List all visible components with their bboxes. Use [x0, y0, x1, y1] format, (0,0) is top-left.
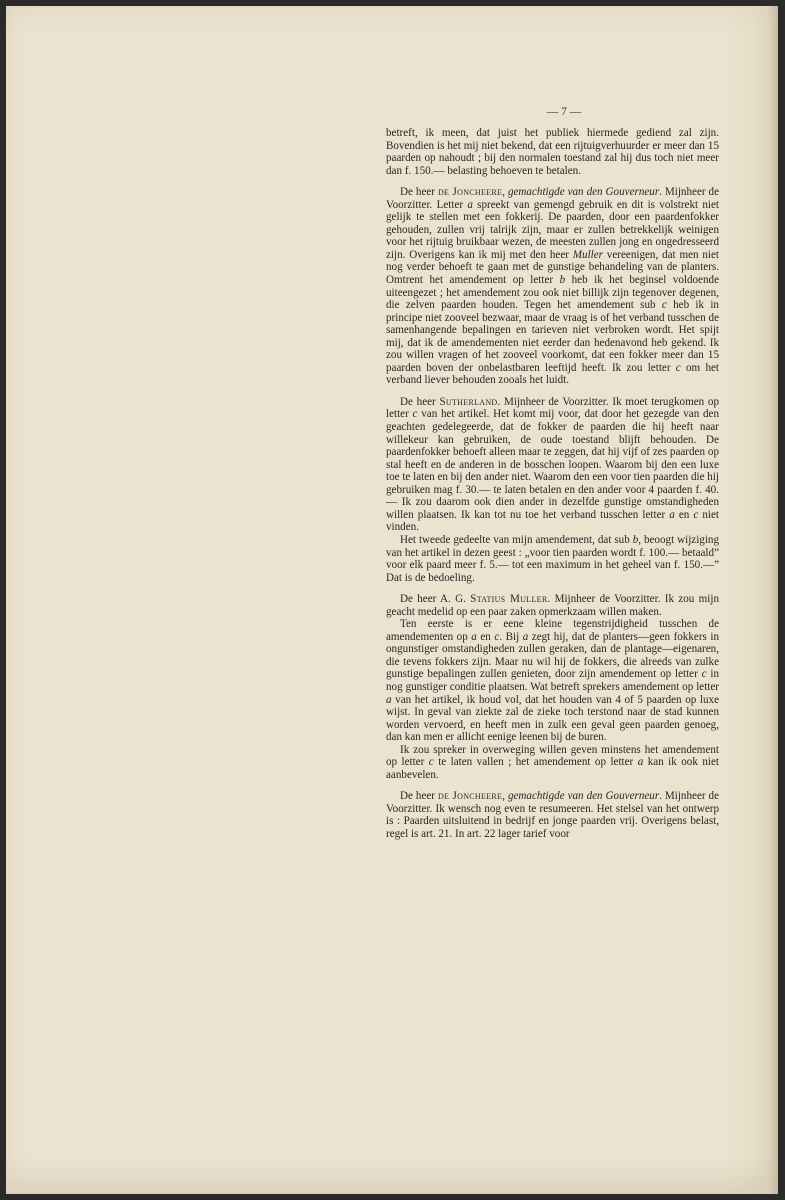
italic-run: c — [701, 668, 707, 681]
text-run: en — [674, 508, 694, 521]
text-run: . Mijnheer de Voorzitter. Ik wensch nog even te resumeeren. Het stelsel van het ontwerp is : Paarden uitsluitend in bedrijf en jonge paarden vrij. Overigens belast, regel is art. 21. In art. 22 lager tarief voor — [386, 790, 719, 840]
italic-run: c — [675, 361, 681, 374]
paragraph — [386, 744, 719, 782]
italic-run: c — [428, 756, 434, 769]
italic-run: a — [471, 630, 477, 643]
italic-run: a — [669, 508, 675, 521]
text-run: De heer — [400, 186, 438, 199]
text-run: zegt hij, dat de planters—geen fokkers in ongunstiger omstandigheden zullen geraken, dan de plantage—eigenaren, die tevens fokkers zijn. Maar nu wil hij de fokkers, die alreeds van zulke gunstige bepalingen zullen genieten, door zijn amendement op letter — [386, 630, 719, 681]
text-run: om het verband liever behouden zooals het luidt. — [386, 361, 719, 387]
text-run: Ik zou spreker in overweging willen geven minstens het amendement op letter — [386, 743, 719, 769]
speaker-name: Sutherland — [439, 395, 498, 408]
italic-run: a — [522, 630, 529, 643]
text-run: , — [502, 790, 508, 803]
text-run: heb ik het beginsel voldoende uiteengezet ; het amendement zou ook niet billijk zijn tegenover degenen, die zelven paarden houden. Tegen het amendement sub — [386, 274, 719, 312]
text-run: van het artikel. Het komt mij voor, dat door het gezegde van den geachten gedelegeerde, dat de fokker de paarden die hij heeft naar willekeur kan gebruiken, de oude toestand blijft behouden. De paardenfokker behoeft alleen maar te zeggen, dat hij vijf of zes paarden op stal heeft en de anderen in de bosschen loopen. Waarom bij den een luxe toe te laten en bij den ander niet. Waarom den een voor tien paarden die hij gebruiken mag f. 30.— te laten betalen en den ander voor 4 paarden f. 40.— Ik zou daarom ook dien ander in dezelfde gunstige omstandigheden willen plaatsen. Ik kan tot nu toe het verband tusschen letter — [386, 408, 720, 521]
document-page — [6, 6, 778, 1194]
italic-run: c — [661, 299, 667, 312]
italic-run: c — [494, 630, 500, 643]
text-run: De heer A. G. — [400, 593, 471, 606]
text-run: . Mijnheer de Voorzitter. Ik moet terugkomen op letter — [386, 395, 719, 421]
text-column — [386, 127, 719, 841]
paragraph — [386, 534, 719, 584]
text-run: , — [502, 186, 508, 199]
paragraph — [386, 618, 719, 743]
italic-run: a — [386, 693, 392, 706]
italic-run: a — [467, 198, 473, 211]
text-run: van het artikel, ik houd vol, dat het houden van 4 of 5 paarden op luxe wijst. In geval van ziekte zal de zieke toch terstond naar de stad kunnen worden vervoerd, en heeft men in zulk een geval geen paarden genoeg, dan kan men er allicht eenige leenen bij de buren. — [386, 693, 719, 744]
text-run: te laten vallen ; het amendement op letter — [433, 756, 638, 769]
text-run: De heer — [400, 790, 438, 803]
speaker-name: de Joncheere — [437, 790, 503, 803]
text-run: in nog gunstiger conditie plaatsen. Wat betreft sprekers amendement op letter — [386, 668, 719, 693]
paragraph — [386, 186, 719, 387]
speaker-name: de Joncheere — [437, 186, 503, 199]
paragraph — [386, 790, 719, 840]
italic-run: a — [637, 756, 644, 769]
italic-run: c — [693, 508, 699, 521]
italic-run: gemachtigde van den Gouverneur — [507, 790, 660, 803]
text-run: Het tweede gedeelte van mijn amendement, dat sub — [400, 533, 633, 546]
text-run: heb ik in principe niet zooveel bezwaar, maar de vraag is of het verband tusschen de samenhangende bepalingen en tarieven niet verbroken wordt. Het spijt mij, dat ik de amendementen niet eerder dan hedenavond heb gekend. Ik zou willen vragen of het zooveel voorkomt, dat een fokker meer dan 15 paarden boven der onbelastbaren leeftijd heeft. Ik zou letter — [386, 299, 719, 374]
text-run: . Bij — [499, 630, 523, 643]
text-run: niet vinden. — [386, 508, 719, 534]
paragraph — [386, 593, 719, 618]
page-number: — 7 — — [546, 106, 582, 118]
text-run: , beoogt wijziging van het artikel in dezen geest : „voor tien paarden wordt f. 100.— betaald” voor elk paard meer f. 5.— tot een maximum in het geheel van f. 150.—” Dat is de bedoeling. — [386, 533, 720, 584]
text-run: spreekt van gemengd gebruik en dit is volstrekt niet gelijk te stellen met een fokkerij. De paarden, door een paardenfokker gehouden, zullen vrij talrijk zijn, maar er zullen betrekkelijk weinigen voor het rijtuig bruikbaar wezen, de meesten zullen jong en ongedresseerd zijn. Overigens kan ik mij met den heer — [386, 198, 719, 261]
italic-run: b — [632, 533, 639, 546]
italic-run: b — [559, 274, 566, 287]
paragraph — [386, 396, 719, 534]
text-run: betreft, ik meen, dat juist het publiek hiermede gediend zal zijn. Bovendien is het mij niet bekend, dat een rijtuigverhuurder er meer dan 15 paarden op nahoudt ; bij den normalen toestand zal hij dus toch niet meer dan f. 150.— belasting behoeven te betalen. — [386, 127, 719, 177]
page-edge-shadow — [768, 6, 778, 1194]
text-run: vereenigen, dat men niet nog verder behoeft te gaan met de gunstige behandeling van de planters. Omtrent het amendement op letter — [386, 248, 719, 287]
text-run: De heer — [400, 395, 440, 408]
text-run: . Mijnheer de Voorzitter. Letter — [386, 186, 719, 211]
text-run: . Mijnheer de Voorzitter. Ik zou mijn geacht medelid op een paar zaken opmerkzaam willen maken. — [386, 593, 720, 618]
text-run: en — [476, 630, 495, 643]
text-run: kan ik ook niet aanbevelen. — [386, 756, 719, 781]
speaker-name: Statius Muller — [470, 593, 548, 606]
paragraph — [386, 127, 719, 177]
text-run: Ten eerste is er eene kleine tegenstrijdigheid tusschen de amendementen op — [386, 618, 719, 643]
italic-run: Muller — [572, 248, 603, 261]
italic-run: c — [412, 408, 418, 421]
italic-run: gemachtigde van den Gouverneur — [507, 186, 660, 199]
